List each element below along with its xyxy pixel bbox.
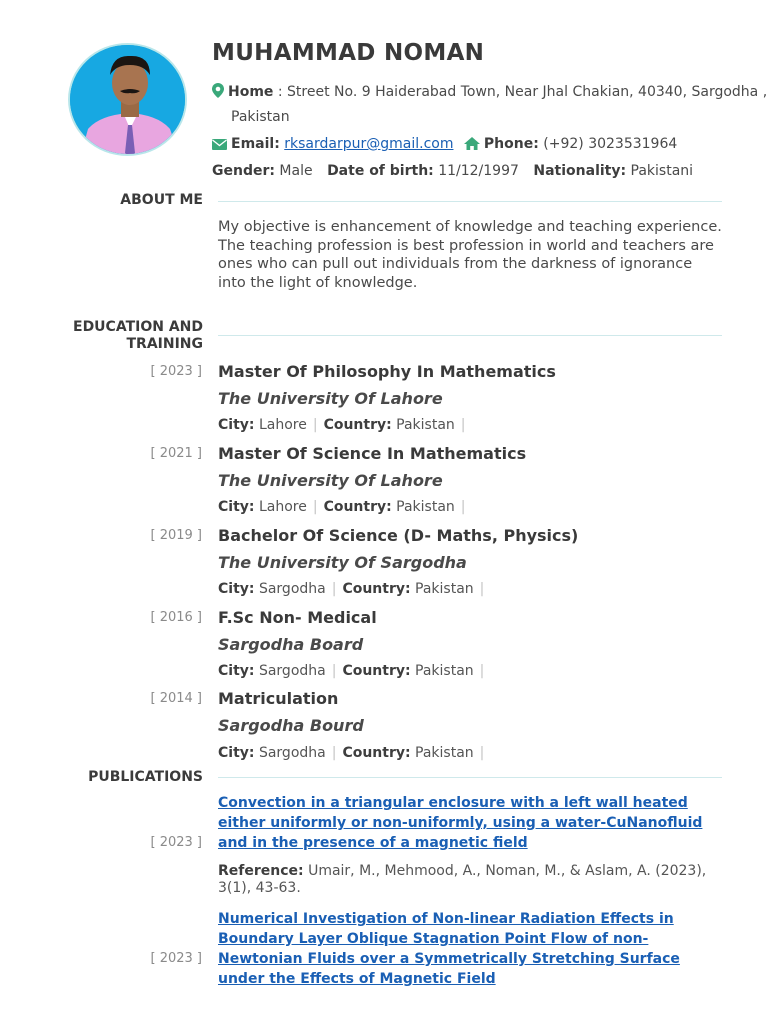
- about-text: My objective is enhancement of knowledge and teaching experience. The teaching profession is best profession in world and teachers are ones who can pull out individuals from the darkness of ignorance into the light of knowledge.: [218, 219, 722, 291]
- education-title-line1: EDUCATION AND: [73, 319, 203, 335]
- separator: |: [460, 499, 466, 515]
- city-value: Lahore: [254, 499, 307, 515]
- publications-section-title: PUBLICATIONS: [88, 769, 203, 785]
- home-label: Home: [228, 84, 274, 100]
- country-label: Country:: [342, 745, 411, 761]
- publication-year: [ 2023 ]: [150, 951, 202, 966]
- envelope-icon: [212, 138, 227, 154]
- dob-label: Date of birth:: [327, 163, 434, 179]
- country-value: Pakistan: [410, 663, 474, 679]
- country-label: Country:: [323, 499, 392, 515]
- separator: |: [312, 417, 318, 433]
- education-title-line2: TRAINING: [126, 336, 203, 352]
- publication-reference: [218, 863, 713, 897]
- publication-year: [ 2023 ]: [150, 835, 202, 850]
- education-year: [ 2014 ]: [150, 691, 202, 706]
- reference-value: Umair, M., Mehmood, A., Noman, M., & Aslam, A. (2023), 3(1), 43-63.: [218, 863, 707, 896]
- country-label: Country:: [342, 581, 411, 597]
- candidate-name: MUHAMMAD NOMAN: [212, 40, 485, 66]
- city-label: City:: [218, 745, 255, 761]
- email-link[interactable]: rksardarpur@gmail.com: [284, 136, 454, 152]
- education-year: [ 2016 ]: [150, 610, 202, 625]
- location-pin-icon: [212, 83, 224, 102]
- education-section-title: [73, 319, 203, 353]
- separator: |: [479, 745, 485, 761]
- country-value: Pakistan: [410, 581, 474, 597]
- education-degree: Master Of Science In Mathematics: [218, 444, 527, 463]
- country-label: Country:: [323, 417, 392, 433]
- dob-value: 11/12/1997: [433, 163, 519, 179]
- separator: |: [479, 663, 485, 679]
- education-institution: The University Of Lahore: [218, 389, 443, 408]
- city-value: Sargodha: [254, 581, 326, 597]
- education-location: [218, 581, 490, 597]
- education-degree: Matriculation: [218, 689, 339, 708]
- education-degree: F.Sc Non- Medical: [218, 608, 377, 627]
- education-location: [218, 417, 472, 433]
- separator: |: [312, 499, 318, 515]
- city-value: Sargodha: [254, 745, 326, 761]
- about-section-title: ABOUT ME: [120, 192, 203, 208]
- education-divider: [218, 335, 722, 336]
- gender-value: Male: [274, 163, 313, 179]
- separator: |: [460, 417, 466, 433]
- home-address-line: [212, 83, 767, 102]
- profile-photo: [68, 43, 187, 156]
- phone-label: Phone:: [483, 136, 539, 152]
- publication-title-link[interactable]: Convection in a triangular enclosure with a left wall heated either uniformly or non-uniformly, using a water-CuNanofluid and in the presence of a magnetic field: [218, 795, 703, 851]
- country-value: Pakistan: [410, 745, 474, 761]
- publications-divider: [218, 777, 722, 778]
- country-value: Pakistan: [391, 499, 455, 515]
- nationality-label: Nationality:: [533, 163, 627, 179]
- education-location: [218, 499, 472, 515]
- city-label: City:: [218, 499, 255, 515]
- city-value: Lahore: [254, 417, 307, 433]
- education-location: [218, 745, 490, 761]
- home-value: : Street No. 9 Haiderabad Town, Near Jhal Chakian, 40340, Sargodha ,: [273, 84, 768, 100]
- education-degree: Bachelor Of Science (D- Maths, Physics): [218, 526, 579, 545]
- gender-label: Gender:: [212, 163, 275, 179]
- education-institution: Sargodha Bourd: [218, 716, 364, 735]
- education-institution: The University Of Lahore: [218, 471, 443, 490]
- education-year: [ 2023 ]: [150, 364, 202, 379]
- separator: |: [331, 581, 337, 597]
- phone-value: (+92) 3023531964: [538, 136, 678, 152]
- education-location: [218, 663, 490, 679]
- separator: |: [331, 745, 337, 761]
- education-institution: Sargodha Board: [218, 635, 364, 654]
- country-label: Country:: [342, 663, 411, 679]
- education-institution: The University Of Sargodha: [218, 553, 467, 572]
- education-degree: Master Of Philosophy In Mathematics: [218, 362, 556, 381]
- publication-title-link[interactable]: Numerical Investigation of Non-linear Radiation Effects in Boundary Layer Oblique Stagnation Point Flow of non-Newtonian Fluids over a Symmetrically Stretching Surface under the Effects of Magnetic Field: [218, 911, 680, 987]
- reference-label: Reference:: [218, 863, 304, 879]
- country-value: Pakistan: [391, 417, 455, 433]
- home-value-continued: Pakistan: [231, 109, 290, 125]
- separator: |: [331, 663, 337, 679]
- education-year: [ 2019 ]: [150, 528, 202, 543]
- contact-line: [212, 136, 677, 154]
- home-phone-icon: [464, 137, 480, 154]
- city-label: City:: [218, 417, 255, 433]
- about-divider: [218, 201, 722, 202]
- personal-details-line: [212, 163, 693, 179]
- separator: |: [479, 581, 485, 597]
- city-label: City:: [218, 663, 255, 679]
- email-label: Email:: [231, 136, 280, 152]
- city-label: City:: [218, 581, 255, 597]
- education-year: [ 2021 ]: [150, 446, 202, 461]
- nationality-value: Pakistani: [626, 163, 694, 179]
- city-value: Sargodha: [254, 663, 326, 679]
